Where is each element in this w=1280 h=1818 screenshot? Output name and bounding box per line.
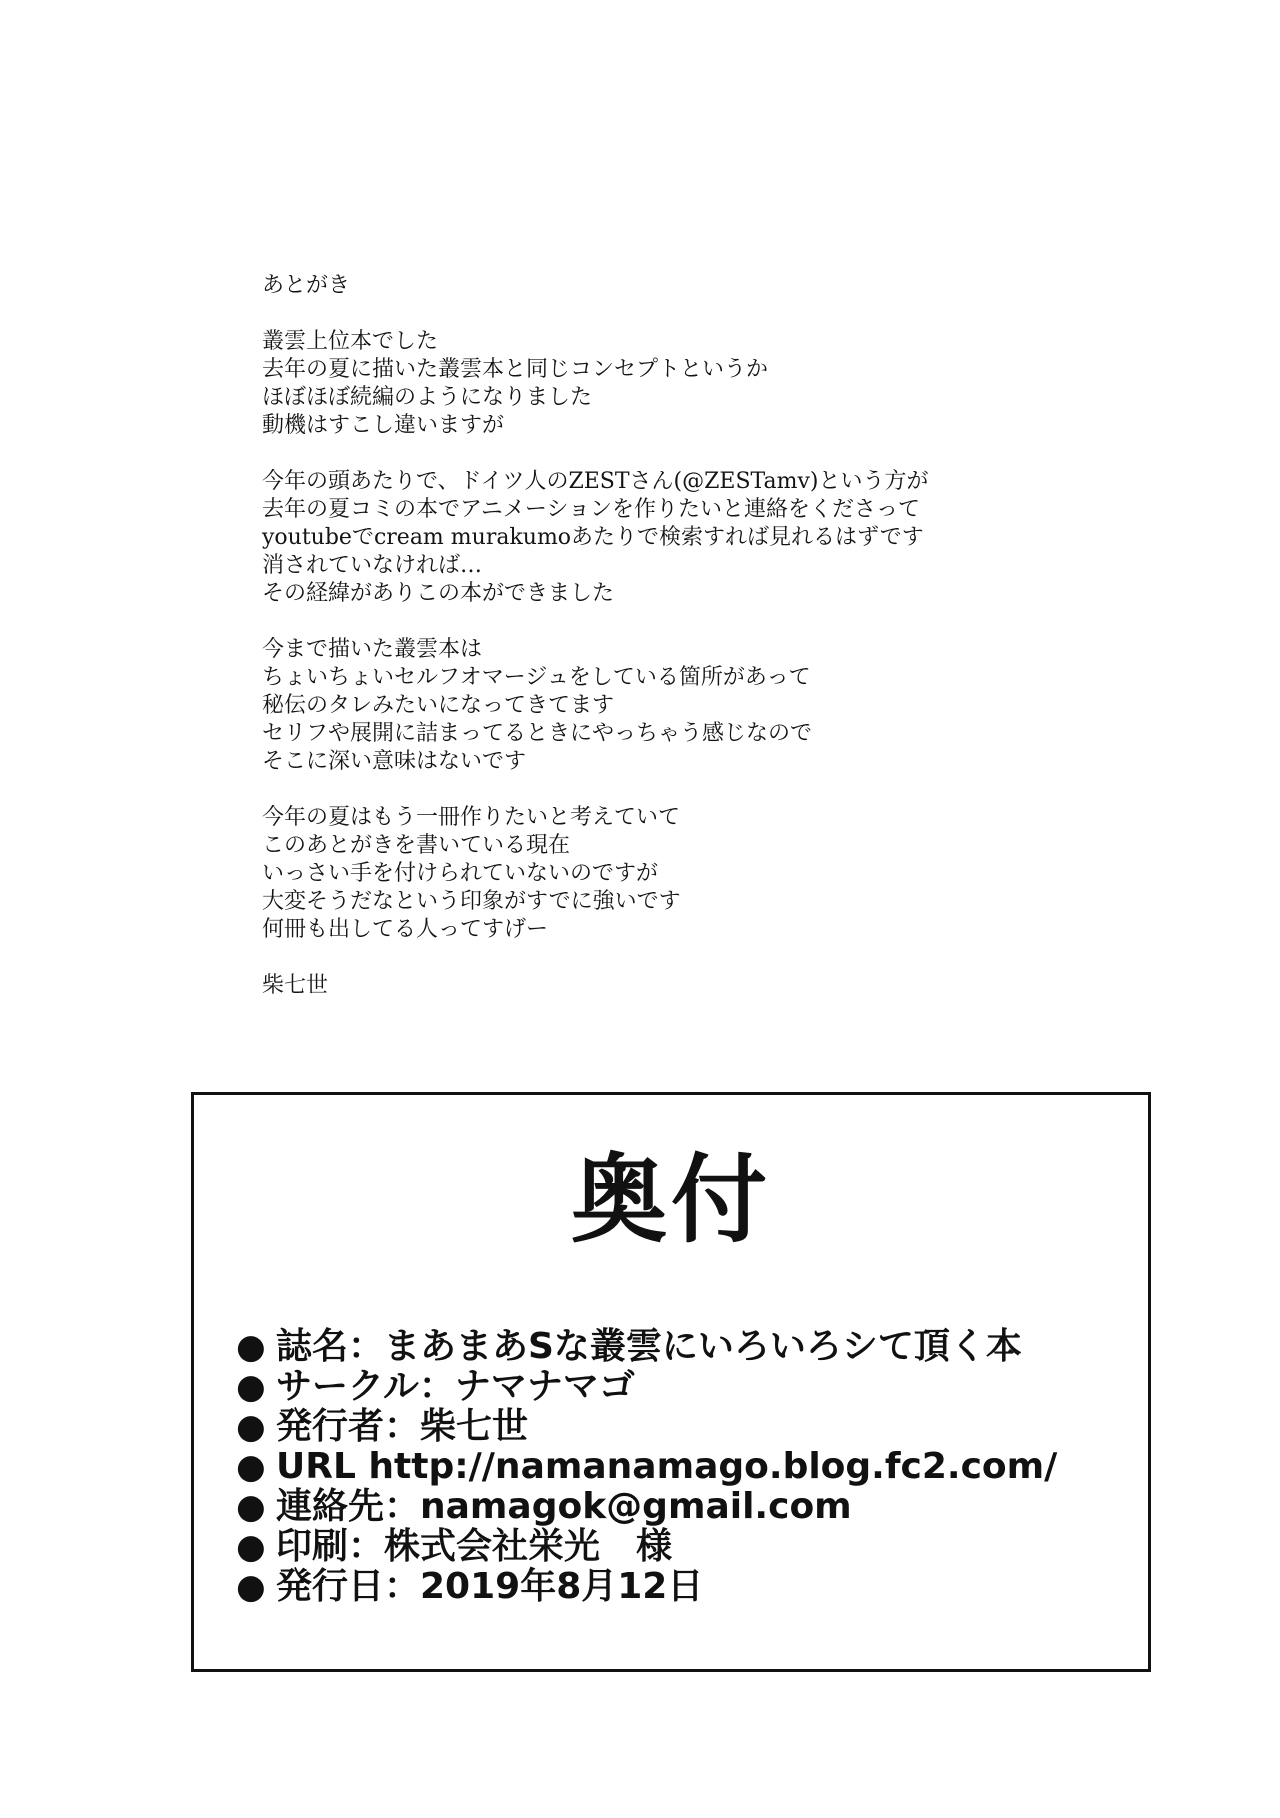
afterword-line: 何冊も出してる人ってすげー: [262, 917, 549, 942]
afterword-line: ちょいちょいセルフオマージュをしている箇所があって: [262, 665, 811, 690]
afterword-line: 今まで描いた叢雲本は: [262, 637, 483, 662]
afterword-line: いっさい手を付けられていないのですが: [262, 861, 659, 886]
colophon-title: 奥付: [571, 1144, 771, 1256]
afterword-line: 叢雲上位本でした: [262, 329, 439, 354]
bullet-icon: ●: [236, 1447, 266, 1487]
colophon-item-text: 連絡先：namagok@gmail.com: [276, 1486, 852, 1527]
afterword-line: youtubeでcream murakumoあたりで検索すれば見れるはずです: [262, 525, 924, 550]
colophon-item-contact: [236, 1487, 1138, 1527]
afterword-line: そこに深い意味はないです: [262, 749, 527, 774]
afterword-line: その経緯がありこの本ができました: [262, 581, 615, 606]
afterword-line: セリフや展開に詰まってるときにやっちゃう感じなので: [262, 721, 813, 746]
afterword-line: 大変そうだなという印象がすでに強いです: [262, 889, 681, 914]
afterword-section: [262, 272, 1162, 1000]
afterword-paragraph-3: [262, 636, 1162, 776]
afterword-line: 秘伝のタレみたいになってきてます: [262, 693, 615, 718]
afterword-heading: あとがき: [262, 273, 351, 298]
afterword-line: ほぼほぼ続編のようになりました: [262, 385, 593, 410]
colophon-item-text: 誌名：まあまあSな叢雲にいろいろシて頂く本: [276, 1326, 1022, 1367]
colophon-item-text: URL http://namanamago.blog.fc2.com/: [276, 1446, 1058, 1487]
colophon-item-date: [236, 1567, 1138, 1607]
colophon-box: [191, 1092, 1151, 1672]
bullet-icon: ●: [236, 1367, 266, 1407]
colophon-item-text: 印刷：株式会社栄光 様: [276, 1526, 673, 1567]
colophon-item-url: [236, 1447, 1138, 1487]
bullet-icon: ●: [236, 1527, 266, 1567]
colophon-item-title: [236, 1327, 1138, 1367]
afterword-line: 今年の頭あたりで、ドイツ人のZESTさん(@ZESTamv)という方が: [262, 469, 929, 494]
colophon-list: [236, 1327, 1138, 1607]
afterword-line: 去年の夏に描いた叢雲本と同じコンセプトというか: [262, 357, 769, 382]
colophon-item-text: サークル：ナマナマゴ: [276, 1366, 635, 1407]
bullet-icon: ●: [236, 1327, 266, 1367]
afterword-line: このあとがきを書いている現在: [262, 833, 571, 858]
afterword-line: 去年の夏コミの本でアニメーションを作りたいと連絡をくださって: [262, 497, 921, 522]
afterword-line: 動機はすこし違いますが: [262, 413, 505, 438]
colophon-item-printer: [236, 1527, 1138, 1567]
afterword-line: 消されていなければ…: [262, 553, 483, 578]
bullet-icon: ●: [236, 1567, 266, 1607]
colophon-item-circle: [236, 1367, 1138, 1407]
bullet-icon: ●: [236, 1407, 266, 1447]
afterword-paragraph-2: [262, 468, 1162, 608]
afterword-line: 今年の夏はもう一冊作りたいと考えていて: [262, 805, 681, 830]
afterword-paragraph-1: [262, 328, 1162, 440]
colophon-item-publisher: [236, 1407, 1138, 1447]
afterword-paragraph-4: [262, 804, 1162, 944]
bullet-icon: ●: [236, 1487, 266, 1527]
colophon-item-text: 発行日：2019年8月12日: [276, 1566, 704, 1607]
author-signature: 柴七世: [262, 973, 329, 998]
colophon-item-text: 発行者：柴七世: [276, 1406, 529, 1447]
